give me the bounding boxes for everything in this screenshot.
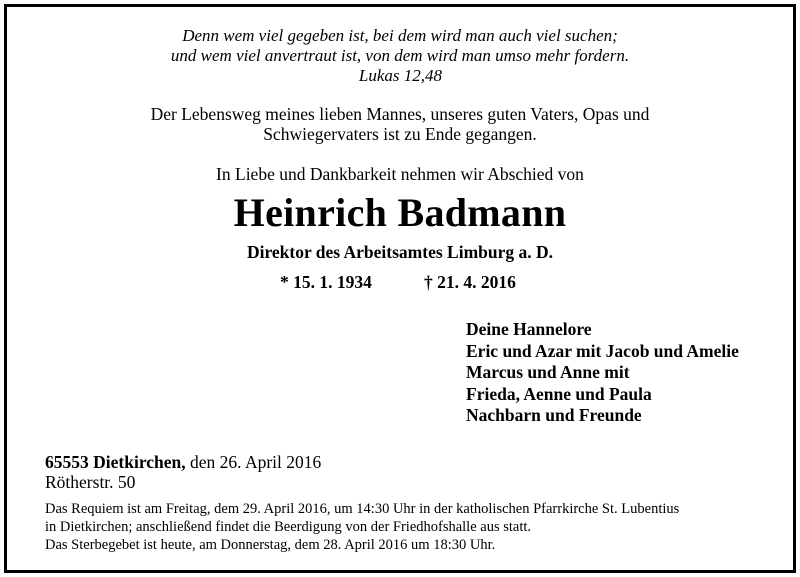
intro-line-1: Der Lebensweg meines lieben Mannes, unseres guten Vaters, Opas und xyxy=(150,104,650,124)
mourner-line: Frieda, Aenne und Paula xyxy=(466,384,652,404)
mourner-line: Nachbarn und Freunde xyxy=(466,405,642,425)
farewell-text: In Liebe und Dankbarkeit nehmen wir Abschied von xyxy=(216,164,584,184)
address-street: Rötherstr. 50 xyxy=(45,472,136,492)
mourner-line: Eric und Azar mit Jacob und Amelie xyxy=(466,341,739,361)
intro-line-2: Schwiegervaters ist zu Ende gegangen. xyxy=(263,124,537,144)
address-date: den 26. April 2016 xyxy=(185,452,322,472)
mourner-line: Marcus und Anne mit xyxy=(466,362,630,382)
service-note: Das Requiem ist am Freitag, dem 29. April 2016, um 14:30 Uhr in der katholischen Pfarrkirche St. Lubentius xyxy=(45,501,680,517)
death-date: † 21. 4. 2016 xyxy=(424,272,516,292)
address-line xyxy=(45,452,321,473)
quote-reference: Lukas 12,48 xyxy=(358,66,442,85)
service-note: Das Sterbegebet ist heute, am Donnerstag, dem 28. April 2016 um 18:30 Uhr. xyxy=(45,537,496,553)
quote-line-2: und wem viel anvertraut ist, von dem wird man umso mehr fordern. xyxy=(170,46,630,65)
birth-date: * 15. 1. 1934 xyxy=(280,272,372,292)
deceased-title: Direktor des Arbeitsamtes Limburg a. D. xyxy=(246,242,554,262)
mourner-line: Deine Hannelore xyxy=(466,319,592,339)
deceased-name: Heinrich Badmann xyxy=(233,190,567,235)
service-note: in Dietkirchen; anschließend findet die Beerdigung von der Friedhofshalle aus statt. xyxy=(45,519,532,535)
address-place: 65553 Dietkirchen, xyxy=(45,452,186,472)
quote-line-1: Denn wem viel gegeben ist, bei dem wird man auch viel suchen; xyxy=(182,26,618,45)
